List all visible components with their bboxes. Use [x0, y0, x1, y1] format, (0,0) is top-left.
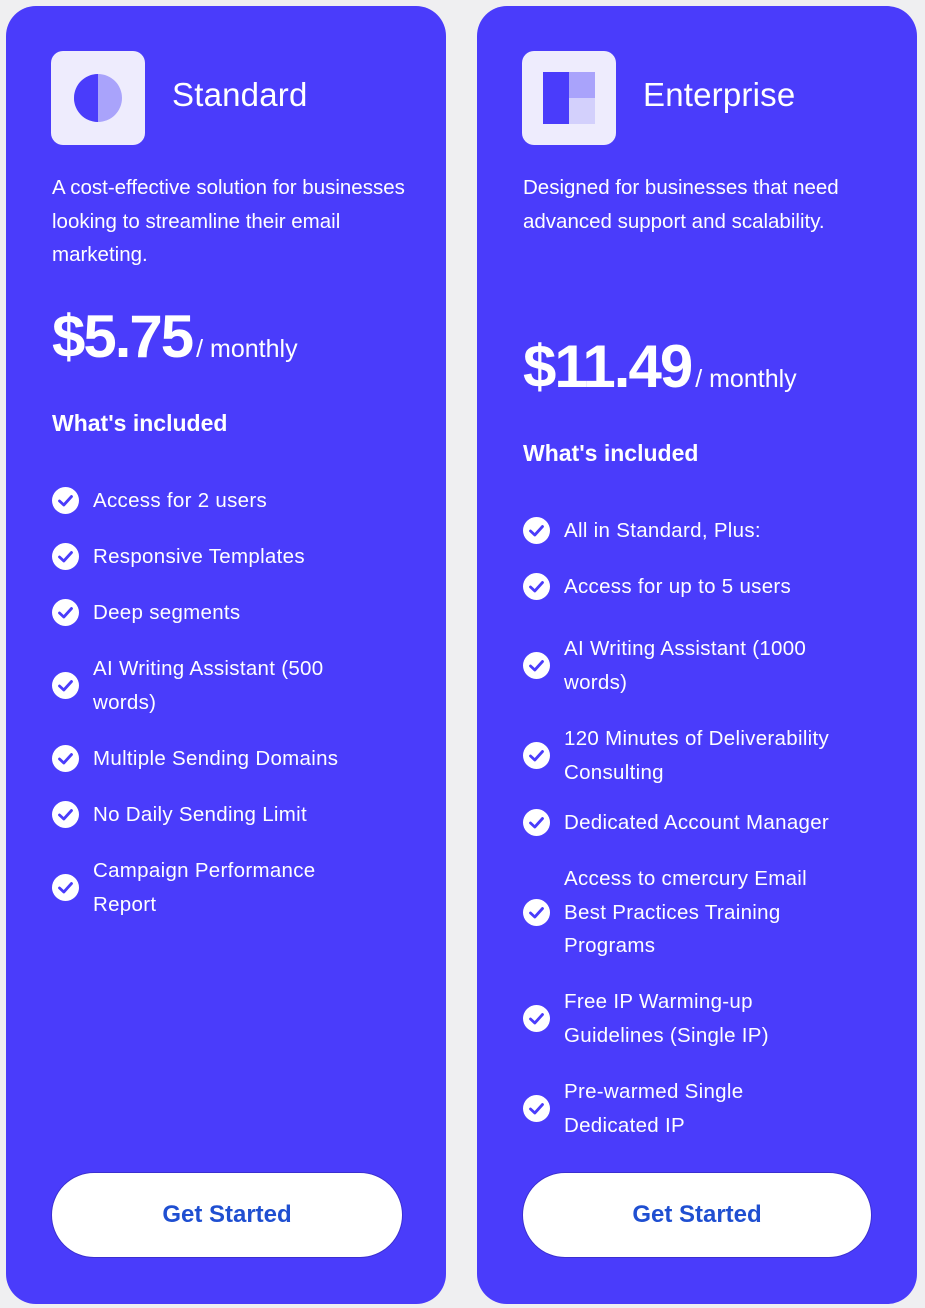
plan-price: $11.49	[523, 333, 692, 400]
check-circle-icon	[523, 742, 550, 769]
feature-item	[523, 1075, 794, 1142]
feature-text: Deep segments	[93, 601, 241, 624]
feature-text: AI Writing Assistant (1000 words)	[564, 637, 807, 694]
feature-item	[523, 985, 824, 1052]
plan-price: $5.75	[52, 303, 193, 370]
layout-blocks-icon	[522, 51, 616, 145]
check-circle-icon	[52, 672, 79, 699]
feature-item	[52, 652, 378, 719]
feature-item	[52, 540, 305, 574]
feature-item	[523, 632, 864, 699]
feature-text: 120 Minutes of Deliverability Consulting	[564, 727, 830, 784]
check-circle-icon	[52, 543, 79, 570]
plan-icon-box	[522, 51, 616, 145]
feature-item	[523, 862, 854, 963]
feature-item	[523, 722, 874, 789]
check-circle-icon	[523, 899, 550, 926]
feature-item	[52, 596, 240, 630]
feature-text: Pre-warmed Single Dedicated IP	[564, 1080, 744, 1137]
feature-text: Responsive Templates	[93, 545, 305, 568]
feature-text: Access for up to 5 users	[564, 575, 792, 598]
check-circle-icon	[523, 809, 550, 836]
feature-text: Multiple Sending Domains	[93, 747, 339, 770]
check-circle-icon	[52, 801, 79, 828]
check-circle-icon	[523, 1095, 550, 1122]
feature-item	[52, 742, 338, 776]
feature-text: Free IP Warming-up Guidelines (Single IP)	[564, 990, 769, 1047]
feature-text: No Daily Sending Limit	[93, 803, 307, 826]
billing-period: / monthly	[196, 335, 298, 363]
check-circle-icon	[523, 652, 550, 679]
check-circle-icon	[52, 599, 79, 626]
feature-text: All in Standard, Plus:	[564, 519, 761, 542]
half-circle-icon	[51, 51, 145, 145]
plan-description: A cost-effective solution for businesses looking to streamline their email marketing.	[52, 176, 405, 266]
pricing-card-standard	[6, 6, 446, 1304]
plan-name: Standard	[172, 76, 308, 113]
check-circle-icon	[523, 517, 550, 544]
feature-text: Access to cmercury Email Best Practices Training Programs	[564, 867, 807, 957]
price-row	[523, 332, 797, 401]
feature-item	[523, 806, 829, 840]
billing-period: / monthly	[695, 365, 797, 393]
check-circle-icon	[52, 745, 79, 772]
feature-item	[52, 854, 323, 921]
feature-text: AI Writing Assistant (500 words)	[93, 657, 324, 714]
check-circle-icon	[52, 874, 79, 901]
get-started-button[interactable]: Get Started	[522, 1172, 872, 1258]
feature-text: Access for 2 users	[93, 489, 268, 512]
included-title: What's included	[52, 410, 228, 436]
check-circle-icon	[523, 573, 550, 600]
pricing-card-enterprise	[477, 6, 917, 1304]
feature-text: Dedicated Account Manager	[564, 811, 830, 834]
get-started-button[interactable]: Get Started	[51, 1172, 403, 1258]
feature-item	[523, 570, 791, 604]
plan-name: Enterprise	[643, 76, 796, 113]
feature-item	[52, 798, 307, 832]
check-circle-icon	[523, 1005, 550, 1032]
feature-item	[523, 514, 761, 548]
feature-text: Campaign Performance Report	[93, 859, 316, 916]
price-row	[52, 302, 298, 371]
plan-description: Designed for businesses that need advanced support and scalability.	[523, 176, 839, 233]
plan-icon-box	[51, 51, 145, 145]
check-circle-icon	[52, 487, 79, 514]
feature-item	[52, 484, 267, 518]
included-title: What's included	[523, 440, 699, 466]
